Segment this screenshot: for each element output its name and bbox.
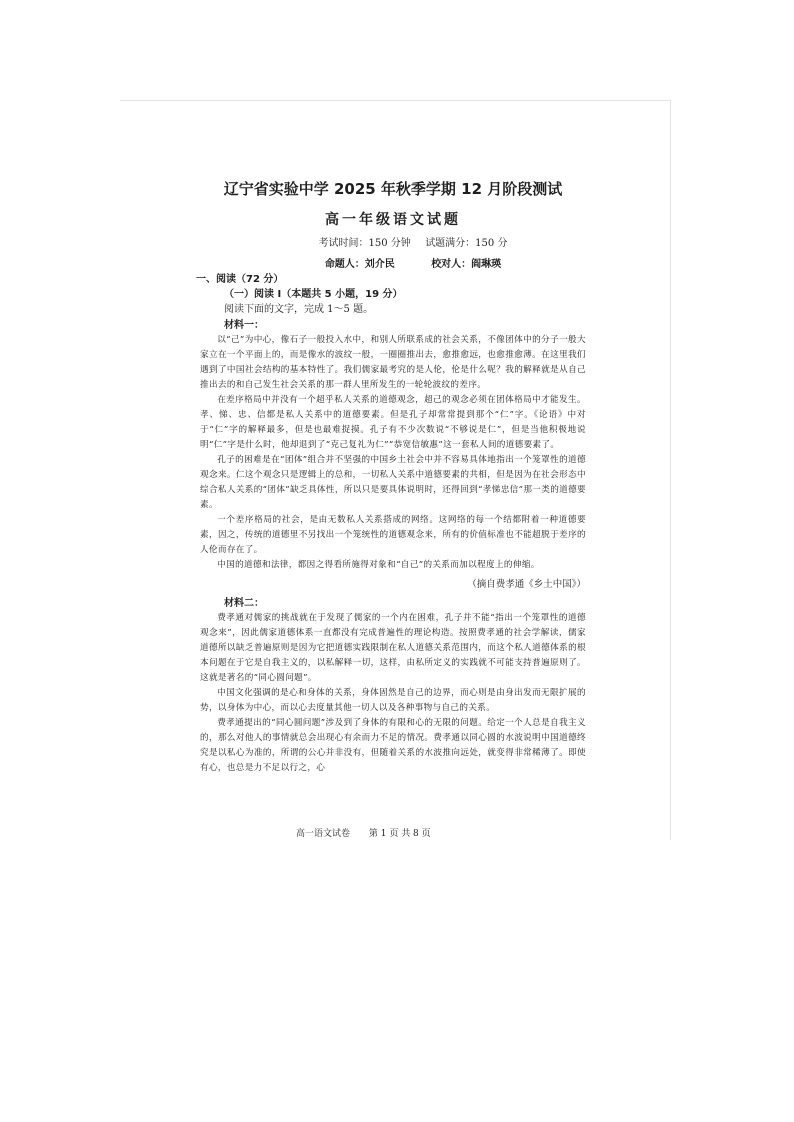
footer-page-number: 第 1 页 共 8 页 bbox=[368, 829, 431, 839]
exam-time: 考试时间：150 分钟 bbox=[318, 238, 411, 249]
page-footer bbox=[296, 828, 447, 840]
subsection-heading: （一）阅读 I（本题共 5 小题，19 分） bbox=[224, 289, 403, 300]
checker: 校对人：阎琳瑛 bbox=[431, 259, 502, 270]
scan-top-border bbox=[120, 100, 670, 101]
material-one-paragraph: 孔子的困难是在“团体”组合并不坚强的中国乡土社会中并不容易具体地指出一个笼罩性的道德观念来。仁这个观念只是逻辑上的总和，一切私人关系中道德要素的共相，但是因为在社会形态中综合私人关系的“团体”缺乏具体性，所以只是要具体说明时，还得回到“孝悌忠信”那一类的道德要素。 bbox=[200, 455, 586, 510]
scan-right-border bbox=[670, 100, 671, 840]
material-two-paragraph: 费孝通对儒家的挑战就在于发现了儒家的一个内在困难，孔子并不能“指出一个笼罩性的道德观念来”，因此儒家道德体系一直都没有完成普遍性的理论构造。按照费孝通的社会学解读，儒家道德所以缺乏普遍原则是因为它把道德实践限制在私人道德关系范围内，而这个私人道德体系的根本问题在于它是自我主义的，以私解释一切，这样，由私所定义的实践就不可能支持普遍原则了。这就是著名的“同心圆问题”。 bbox=[200, 613, 586, 683]
material-two-label: 材料二： bbox=[224, 598, 264, 609]
exam-subtitle: 高一年级语文试题 bbox=[325, 212, 461, 228]
exam-staff-line bbox=[200, 257, 586, 272]
material-one-paragraph: 在差序格局中并没有一个超乎私人关系的道德观念，超己的观念必须在团体格局中才能发生。孝、悌、忠、信都是私人关系中的道德要素。但是孔子却常常提到那个“仁”字。《论语》中对于“仁”字的解释最多，但是也最难捉摸。孔子有不少次数说“不够说是仁”，但是当他积极地说明“仁”字是什么时，他却退到了“克己复礼为仁”“恭宽信敏惠”这一套私人间的道德要素了。 bbox=[200, 395, 586, 450]
full-score: 试题满分：150 分 bbox=[425, 238, 508, 249]
section-one-heading: 一、阅读（72 分） bbox=[196, 274, 284, 285]
exam-info-line bbox=[200, 236, 586, 251]
material-two-paragraph: 中国文化强调的是心和身体的关系，身体固然是自己的边界，而心则是由身出发而无限扩展的势，以身体为中心，而以心去度量其他一切人以及各种事物与自己的关系。 bbox=[200, 688, 586, 713]
material-two-paragraph: 费孝通提出的“同心圆问题”涉及到了身体的有限和心的无限的问题。给定一个人总是自我主义的，那么对他人的事情就总会出现心有余而力不足的情况。费孝通以同心圆的水波说明中国道德终究是以私心为准的，所谓的公心并非没有，但随着关系的水波推向远处，就变得非常稀薄了。即使有心，也总是力不足以行之，心 bbox=[200, 718, 586, 773]
instruction: 阅读下面的文字，完成 1～5 题。 bbox=[224, 304, 374, 315]
setter: 命题人：刘介民 bbox=[324, 259, 395, 270]
material-one-paragraph: 以“己”为中心，像石子一般投入水中，和别人所联系成的社会关系，不像团体中的分子一般大家立在一个平面上的，而是像水的波纹一般，一圈圈推出去，愈推愈远，也愈推愈薄。在这里我们遇到了中国社会结构的基本特性了。我们儒家最考究的是人伦，伦是什么呢？我的解释就是从自己推出去的和自己发生社会关系的那一群人里所发生的一轮轮波纹的差序。 bbox=[200, 335, 586, 390]
material-one-source: （摘自费孝通《乡土中国》） bbox=[467, 579, 586, 590]
material-one-label: 材料一： bbox=[224, 320, 264, 331]
exam-title: 辽宁省实验中学 2025 年秋季学期 12 月阶段测试 bbox=[223, 180, 563, 198]
material-one-paragraph: 一个差序格局的社会，是由无数私人关系搭成的网络。这网络的每一个结都附着一种道德要素，因之，传统的道德里不另找出一个笼统性的道德观念来，所有的价值标准也不能超脱于差序的人伦而存在了。 bbox=[200, 515, 586, 555]
footer-subject: 高一语文试卷 bbox=[296, 829, 351, 839]
material-one-paragraph: 中国的道德和法律，都因之得看所施得对象和“自己”的关系而加以程度上的伸缩。 bbox=[217, 560, 540, 570]
page-content bbox=[196, 178, 586, 776]
